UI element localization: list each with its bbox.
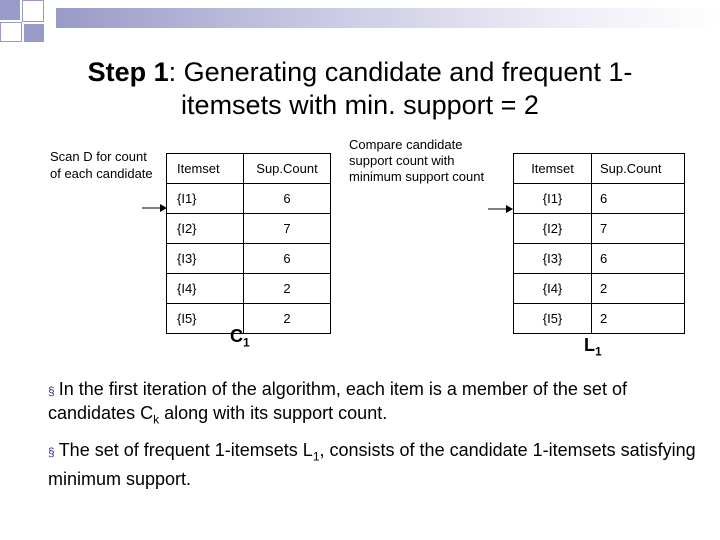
l1-caption <box>584 335 602 359</box>
count-cell: 2 <box>592 304 685 334</box>
bullet-paragraph <box>48 378 703 431</box>
title-step: Step 1 <box>87 57 169 87</box>
header-cell: Itemset <box>167 154 244 184</box>
c1-caption <box>230 326 250 350</box>
itemset-cell: {I5} <box>514 304 592 334</box>
itemset-cell: {I3} <box>167 244 244 274</box>
header-cell: Itemset <box>514 154 592 184</box>
itemset-cell: {I3} <box>514 244 592 274</box>
corner-square <box>0 22 22 42</box>
header-cell: Sup.Count <box>592 154 685 184</box>
count-cell: 6 <box>592 244 685 274</box>
arrow-right-icon <box>142 201 168 215</box>
bullet-subscript: k <box>153 412 160 427</box>
table-row <box>167 274 331 304</box>
table-row <box>514 244 685 274</box>
l1-table <box>513 153 685 334</box>
table-row <box>167 214 331 244</box>
count-cell: 2 <box>244 274 331 304</box>
bullet-text: , consists of the candidate 1-itemsets satisfying minimum support. <box>48 440 696 489</box>
itemset-cell: {I2} <box>167 214 244 244</box>
corner-square <box>0 0 20 20</box>
c1-caption-main: C <box>230 326 243 346</box>
table-row <box>514 274 685 304</box>
slide-title <box>20 56 700 122</box>
itemset-cell: {I5} <box>167 304 244 334</box>
bullet-text: The set of frequent 1-itemsets L <box>58 440 313 460</box>
bullet-marker-icon: § <box>48 445 55 459</box>
title-line1: : Generating candidate and frequent 1- <box>168 57 633 87</box>
l1-caption-sub: 1 <box>595 344 602 359</box>
count-cell: 7 <box>592 214 685 244</box>
table-row <box>514 304 685 334</box>
bullet-text: In the first iteration of the algorithm, each item is a member of the set of candidates C <box>48 379 627 423</box>
title-line2: itemsets with min. support = 2 <box>181 90 539 120</box>
header-gradient-bar <box>56 8 720 28</box>
bullet-paragraph <box>48 439 703 490</box>
c1-caption-sub: 1 <box>243 335 250 350</box>
count-cell: 6 <box>244 184 331 214</box>
corner-square <box>24 24 44 42</box>
bullet-text: along with its support count. <box>159 403 388 423</box>
table-header-row <box>167 154 331 184</box>
header-cell: Sup.Count <box>244 154 331 184</box>
table-row <box>514 214 685 244</box>
table-row <box>514 184 685 214</box>
count-cell: 6 <box>244 244 331 274</box>
count-cell: 7 <box>244 214 331 244</box>
table-header-row <box>514 154 685 184</box>
arrow-right-icon <box>488 202 514 216</box>
itemset-cell: {I4} <box>514 274 592 304</box>
l1-caption-main: L <box>584 335 595 355</box>
c1-table <box>166 153 331 334</box>
scan-label: Scan D for count of each candidate <box>50 149 153 181</box>
count-cell: 6 <box>592 184 685 214</box>
count-cell: 2 <box>244 304 331 334</box>
itemset-cell: {I1} <box>514 184 592 214</box>
compare-label: Compare candidate support count with minimum support count <box>349 137 485 184</box>
table-row <box>167 244 331 274</box>
table-row <box>167 184 331 214</box>
itemset-cell: {I1} <box>167 184 244 214</box>
itemset-cell: {I4} <box>167 274 244 304</box>
bullet-marker-icon: § <box>48 384 55 398</box>
count-cell: 2 <box>592 274 685 304</box>
itemset-cell: {I2} <box>514 214 592 244</box>
bullet-subscript: 1 <box>312 449 320 464</box>
corner-square <box>22 0 44 22</box>
